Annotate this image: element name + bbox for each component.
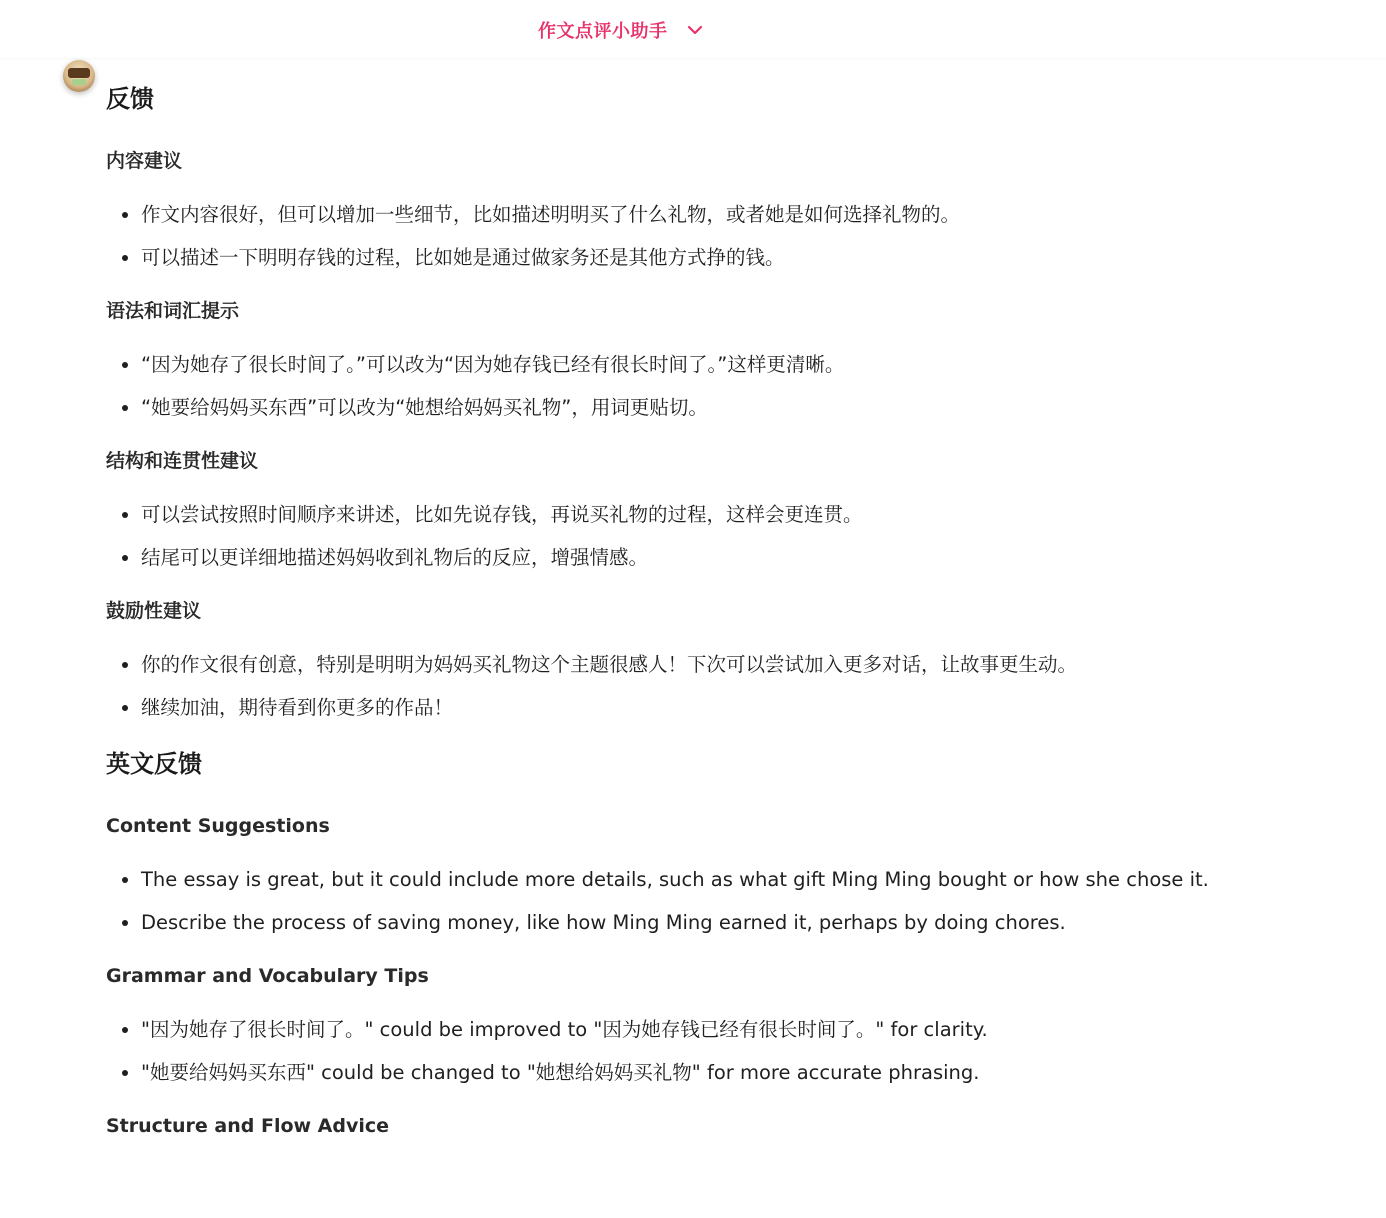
- assistant-switcher[interactable]: [538, 16, 704, 44]
- encouragement-list: [106, 643, 1346, 729]
- chevron-down-icon[interactable]: [686, 21, 704, 39]
- grammar-tips-list: [106, 343, 1346, 429]
- avatar-graphic-bottom: [72, 79, 86, 85]
- feedback-title: 反馈: [106, 85, 154, 113]
- list-item: • 可以描述一下明明存钱的过程，比如她是通过做家务还是其他方式挣的钱。: [141, 236, 1346, 279]
- list-item: • "她要给妈妈买东西" could be changed to "她想给妈妈买礼物" for more accurate phrasing.: [141, 1051, 1346, 1094]
- avatar-graphic-top: [68, 68, 90, 78]
- list-item: • Describe the process of saving money, like how Ming Ming earned it, perhaps by doing chores.: [141, 901, 1346, 944]
- list-item: • 你的作文很有创意，特别是明明为妈妈买礼物这个主题很感人！下次可以尝试加入更多对话，让故事更生动。: [141, 643, 1346, 686]
- content-suggestions-list-en: [106, 858, 1346, 944]
- list-item: • 结尾可以更详细地描述妈妈收到礼物后的反应，增强情感。: [141, 536, 1346, 579]
- section-title-content-en: Content Suggestions: [106, 815, 330, 837]
- section-title-grammar-en: Grammar and Vocabulary Tips: [106, 965, 429, 987]
- section-title-encouragement: 鼓励性建议: [106, 600, 202, 622]
- content-suggestions-list: [106, 193, 1346, 279]
- section-title-content: 内容建议: [106, 150, 183, 172]
- section-title-structure-en: Structure and Flow Advice: [106, 1115, 390, 1137]
- list-item: • 作文内容很好，但可以增加一些细节，比如描述明明买了什么礼物，或者她是如何选择礼物的。: [141, 193, 1346, 236]
- english-feedback-title: 英文反馈: [106, 750, 202, 778]
- grammar-tips-list-en: [106, 1008, 1346, 1094]
- list-item: • 继续加油，期待看到你更多的作品！: [141, 686, 1346, 729]
- message-content: [106, 78, 1346, 1140]
- list-item: • “因为她存了很长时间了。”可以改为“因为她存钱已经有很长时间了。”这样更清晰。: [141, 343, 1346, 386]
- list-item: • The essay is great, but it could include more details, such as what gift Ming Ming bought or how she chose it.: [141, 858, 1346, 901]
- top-bar: [0, 0, 1386, 58]
- section-title-structure: 结构和连贯性建议: [106, 450, 259, 472]
- list-item: • 可以尝试按照时间顺序来讲述，比如先说存钱，再说买礼物的过程，这样会更连贯。: [141, 493, 1346, 536]
- section-title-grammar: 语法和词汇提示: [106, 300, 240, 322]
- list-item: • "因为她存了很长时间了。" could be improved to "因为她存钱已经有很长时间了。" for clarity.: [141, 1008, 1346, 1051]
- structure-advice-list: [106, 493, 1346, 579]
- assistant-name[interactable]: 作文点评小助手: [538, 21, 668, 42]
- list-item: • “她要给妈妈买东西”可以改为“她想给妈妈买礼物”，用词更贴切。: [141, 386, 1346, 429]
- assistant-avatar: [63, 60, 95, 92]
